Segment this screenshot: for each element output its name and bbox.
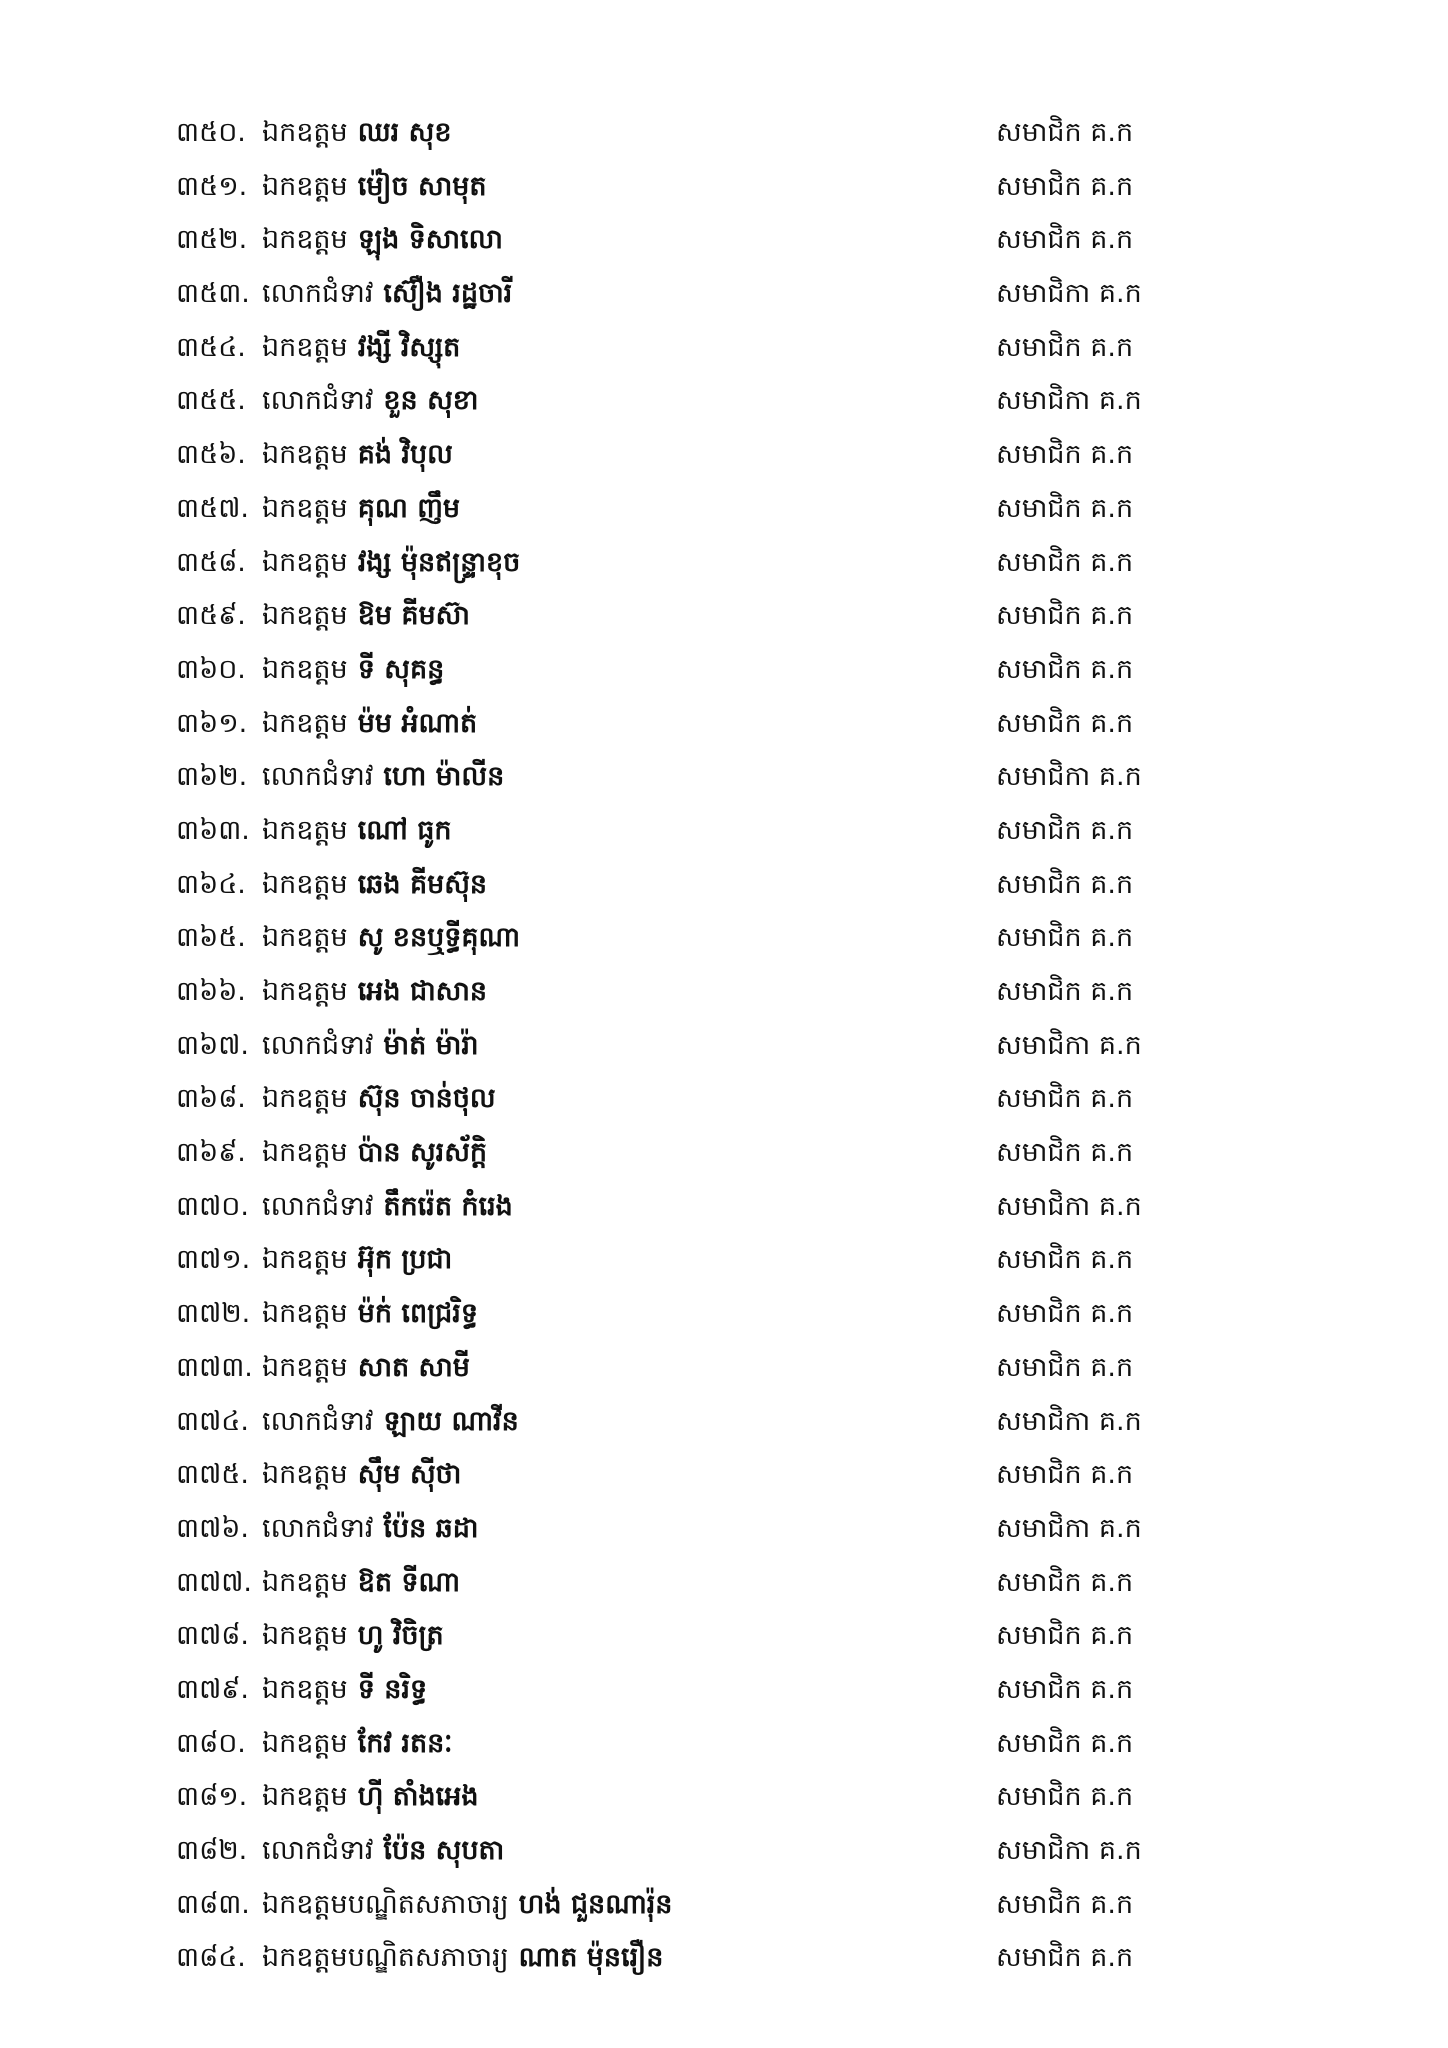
- item-number: ៣៦៦.: [176, 976, 246, 1007]
- member-role: សមាជិក គ.ក: [996, 492, 1134, 524]
- item-number: ៣៥៨.: [176, 546, 246, 578]
- list-item: [176, 971, 1136, 1025]
- member-name: ស៊ឿង រដ្ឋចារី: [383, 278, 513, 310]
- member-role: សមាជិក គ.ក: [996, 922, 1134, 954]
- member-name: ឱម គីមស៊ា: [357, 600, 470, 632]
- member-role: សមាជិក គ.ក: [996, 600, 1134, 632]
- member-role: សមាជិក គ.ក: [996, 1620, 1134, 1652]
- member-name: គុណ ញឹម: [357, 492, 461, 524]
- member-name: សូ ខនឬទ្ធីគុណា: [357, 922, 521, 954]
- list-item: [176, 1347, 1136, 1401]
- member-role: សមាជិក គ.ក: [996, 170, 1134, 202]
- item-number: ៣៧៣.: [176, 1351, 253, 1383]
- list-item: [176, 649, 1136, 703]
- list-item: [176, 595, 1136, 649]
- title-text: ឯកឧត្តម: [262, 1298, 348, 1330]
- member-name: អ៊ុក ប្រជា: [357, 1244, 453, 1276]
- member-name: តឹករ៉េត កំរេង: [383, 1190, 513, 1222]
- item-number: ៣៧២.: [176, 1298, 251, 1330]
- member-name: អេង ជាសាន: [357, 976, 488, 1007]
- item-number: ៣៦០.: [176, 653, 246, 685]
- member-name: ខួន សុខា: [383, 385, 479, 417]
- list-item: [176, 1293, 1136, 1347]
- item-number: ៣៦៩.: [176, 1137, 246, 1169]
- title-text: ឯកឧត្តម: [262, 600, 348, 632]
- honorific-title: [262, 1025, 479, 1067]
- list-item: [176, 1615, 1136, 1669]
- honorific-title: [262, 756, 504, 798]
- list-item: [176, 1454, 1136, 1508]
- member-name: សាត សាមី: [357, 1351, 470, 1383]
- member-name: វង្សី វិស្សុត: [357, 331, 461, 363]
- title-text: ឯកឧត្តម: [262, 1620, 348, 1652]
- member-role: សមាជិក គ.ក: [996, 1351, 1134, 1383]
- honorific-title: [262, 864, 487, 906]
- list-item: [176, 917, 1136, 971]
- honorific-title: [262, 810, 451, 852]
- title-text: ឯកឧត្តម: [262, 492, 348, 524]
- title-text: ឯកឧត្តម: [262, 224, 348, 256]
- title-text: លោកជំទាវ: [262, 761, 374, 793]
- member-name: ណៅ ធូក: [357, 814, 452, 846]
- title-text: ឯកឧត្តម: [262, 707, 348, 739]
- member-role: សមាជិក គ.ក: [996, 868, 1134, 900]
- member-name: ទី នរិទ្ធ: [357, 1673, 428, 1705]
- item-number: ៣៧៦.: [176, 1512, 249, 1544]
- title-text: ឯកឧត្តម: [262, 868, 348, 900]
- title-text: ឯកឧត្តម: [262, 1137, 348, 1169]
- member-name: ឆេង គីមស៊ុន: [357, 868, 488, 900]
- member-name: ហោ ម៉ាលីន: [383, 761, 505, 793]
- member-role: សមាជិក គ.ក: [996, 707, 1134, 739]
- item-number: ៣៥៩.: [176, 600, 246, 632]
- honorific-title: [262, 1776, 479, 1818]
- list-item: [176, 166, 1136, 220]
- member-name: ណាត ម៉ុនរឿន: [518, 1942, 664, 1974]
- honorific-title: [262, 1401, 519, 1443]
- honorific-title: [262, 219, 503, 261]
- member-role: សមាជិក គ.ក: [996, 1137, 1134, 1169]
- member-role: សមាជិក គ.ក: [996, 1459, 1134, 1491]
- title-text: ឯកឧត្តម: [262, 922, 348, 954]
- title-text: ឯកឧត្តម: [262, 170, 348, 202]
- item-number: ៣៥០.: [176, 117, 246, 148]
- honorific-title: [262, 542, 520, 584]
- list-item: [176, 327, 1136, 381]
- member-role: សមាជិក គ.ក: [996, 1083, 1134, 1115]
- honorific-title: [262, 1669, 427, 1711]
- item-number: ៣៧៤.: [176, 1405, 249, 1437]
- item-number: ៣៦៥.: [176, 922, 246, 954]
- title-text: ឯកឧត្តមបណ្ឌិតសភាចារ្យ: [262, 1942, 509, 1974]
- honorific-title: [262, 488, 460, 530]
- honorific-title: [262, 1239, 452, 1281]
- title-text: ឯកឧត្តមបណ្ឌិតសភាចារ្យ: [262, 1888, 509, 1920]
- member-role: សមាជិក គ.ក: [996, 1942, 1134, 1974]
- list-item: [176, 1508, 1142, 1562]
- honorific-title: [262, 166, 487, 208]
- list-item: [176, 542, 1136, 596]
- title-text: លោកជំទាវ: [262, 1029, 374, 1061]
- member-role: សមាជិក គ.ក: [996, 1888, 1134, 1920]
- title-text: លោកជំទាវ: [262, 1190, 374, 1222]
- honorific-title: [262, 1132, 487, 1174]
- member-role: សមាជិក គ.ក: [996, 1673, 1134, 1705]
- member-role: សមាជិក គ.ក: [996, 1727, 1134, 1759]
- item-number: ៣៧១.: [176, 1244, 251, 1276]
- list-item: [176, 1132, 1136, 1186]
- item-number: ៣៦៣.: [176, 814, 250, 846]
- list-item: [176, 488, 1136, 542]
- member-role: សមាជិក គ.ក: [996, 439, 1134, 471]
- member-name: ហ៊ី តាំងអេង: [357, 1781, 479, 1813]
- list-item: [176, 1239, 1136, 1293]
- member-name: ប៉ាន សូរស័ក្តិ: [357, 1137, 488, 1169]
- member-role: សមាជិកា គ.ក: [996, 1835, 1142, 1866]
- honorific-title: [262, 971, 487, 1013]
- member-role: សមាជិកា គ.ក: [996, 1190, 1142, 1222]
- list-item: [176, 1937, 1136, 1991]
- honorific-title: [262, 1293, 478, 1335]
- member-name: ម៉ក់ ពេជ្ររិទ្ធ: [357, 1298, 478, 1330]
- title-text: ឯកឧត្តម: [262, 814, 348, 846]
- member-name: ហូ វិចិត្រ: [357, 1620, 444, 1652]
- list-item: [176, 1562, 1136, 1616]
- member-role: សមាជិកា គ.ក: [996, 1405, 1142, 1437]
- item-number: ៣៧៩.: [176, 1673, 249, 1705]
- title-text: ឯកឧត្តម: [262, 439, 348, 471]
- member-name: វង្ស ម៉ុនឥន្ទ្រាខុច: [357, 546, 521, 578]
- item-number: ៣៦៨.: [176, 1083, 246, 1115]
- member-role: សមាជិក គ.ក: [996, 1244, 1134, 1276]
- member-name: ឡាយ ណាវីន: [383, 1405, 519, 1437]
- title-text: ឯកឧត្តម: [262, 331, 348, 363]
- honorific-title: [262, 917, 520, 959]
- list-item: [176, 1776, 1136, 1830]
- title-text: លោកជំទាវ: [262, 278, 374, 310]
- item-number: ៣៥៦.: [176, 439, 246, 471]
- honorific-title: [262, 112, 451, 154]
- item-number: ៣៦៧.: [176, 1029, 249, 1061]
- member-role: សមាជិក គ.ក: [996, 814, 1134, 846]
- member-role: សមាជិក គ.ក: [996, 1566, 1134, 1598]
- title-text: ឯកឧត្តម: [262, 653, 348, 685]
- title-text: ឯកឧត្តម: [262, 1781, 348, 1813]
- item-number: ៣៨២.: [176, 1835, 248, 1866]
- honorific-title: [262, 1830, 504, 1872]
- member-role: សមាជិកា គ.ក: [996, 761, 1142, 793]
- honorific-title: [262, 380, 479, 422]
- item-number: ៣៥៤.: [176, 331, 246, 363]
- honorific-title: [262, 649, 444, 691]
- list-item: [176, 1078, 1136, 1132]
- member-name: ប៉ែន ឆដា: [383, 1512, 479, 1544]
- title-text: ឯកឧត្តម: [262, 546, 348, 578]
- item-number: ៣៦៤.: [176, 868, 246, 900]
- list-item: [176, 864, 1136, 918]
- list-item: [176, 1884, 1136, 1938]
- honorific-title: [262, 1347, 470, 1389]
- item-number: ៣៨៣.: [176, 1888, 250, 1920]
- list-item: [176, 112, 1136, 166]
- list-item: [176, 1401, 1142, 1455]
- list-item: [176, 1723, 1136, 1777]
- member-role: សមាជិកា គ.ក: [996, 1512, 1142, 1544]
- member-role: សមាជិក គ.ក: [996, 224, 1134, 256]
- title-text: លោកជំទាវ: [262, 1835, 374, 1866]
- member-name: ហង់ ជួនណារ៉ុន: [518, 1888, 673, 1920]
- honorific-title: [262, 327, 460, 369]
- item-number: ៣៥១.: [176, 170, 248, 202]
- title-text: លោកជំទាវ: [262, 385, 374, 417]
- member-name: ឱត ទីណា: [357, 1566, 461, 1598]
- member-name: ឡុង ទិសាលោ: [357, 224, 503, 256]
- list-item: [176, 434, 1136, 488]
- member-name: ទី សុគន្ធ: [357, 653, 445, 685]
- title-text: ឯកឧត្តម: [262, 1566, 348, 1598]
- title-text: ឯកឧត្តម: [262, 976, 348, 1007]
- honorific-title: [262, 434, 453, 476]
- title-text: ឯកឧត្តម: [262, 1083, 348, 1115]
- honorific-title: [262, 1186, 513, 1228]
- list-item: [176, 810, 1136, 864]
- member-name: ប៉ែន សុបតា: [383, 1835, 505, 1866]
- honorific-title: [262, 595, 470, 637]
- honorific-title: [262, 1937, 663, 1979]
- list-item: [176, 380, 1142, 434]
- item-number: ៣៦២.: [176, 761, 248, 793]
- honorific-title: [262, 1454, 461, 1496]
- member-role: សមាជិក គ.ក: [996, 653, 1134, 685]
- list-item: [176, 1669, 1136, 1723]
- member-name: ម៉ាត់ ម៉ារ៉ា: [383, 1029, 479, 1061]
- item-number: ៣៨៤.: [176, 1942, 246, 1974]
- item-number: ៣៧៧.: [176, 1566, 252, 1598]
- member-list: [176, 112, 1142, 1991]
- member-role: សមាជិក គ.ក: [996, 1298, 1134, 1330]
- item-number: ៣៧៨.: [176, 1620, 249, 1652]
- item-number: ៣៨០.: [176, 1727, 246, 1759]
- member-role: សមាជិក គ.ក: [996, 976, 1134, 1007]
- member-role: សមាជិកា គ.ក: [996, 385, 1142, 417]
- honorific-title: [262, 273, 512, 315]
- title-text: លោកជំទាវ: [262, 1405, 374, 1437]
- member-name: ឈរ សុខ: [357, 117, 452, 148]
- item-number: ៣៧៥.: [176, 1459, 249, 1491]
- member-name: គង់ វិបុល: [357, 439, 453, 471]
- list-item: [176, 273, 1142, 327]
- member-role: សមាជិកា គ.ក: [996, 1029, 1142, 1061]
- member-role: សមាជិក គ.ក: [996, 331, 1134, 363]
- honorific-title: [262, 1562, 460, 1604]
- member-name: កែវ រតនៈ: [357, 1727, 453, 1759]
- title-text: ឯកឧត្តម: [262, 1727, 348, 1759]
- honorific-title: [262, 1884, 672, 1926]
- list-item: [176, 703, 1136, 757]
- title-text: ឯកឧត្តម: [262, 1351, 348, 1383]
- list-item: [176, 1830, 1142, 1884]
- item-number: ៣៥៧.: [176, 492, 249, 524]
- list-item: [176, 1025, 1142, 1079]
- list-item: [176, 219, 1136, 273]
- list-item: [176, 756, 1142, 810]
- item-number: ៣៥៥.: [176, 385, 246, 417]
- member-role: សមាជិក គ.ក: [996, 546, 1134, 578]
- member-role: សមាជិក គ.ក: [996, 1781, 1134, 1813]
- item-number: ៣៦១.: [176, 707, 248, 739]
- title-text: ឯកឧត្តម: [262, 1244, 348, 1276]
- title-text: លោកជំទាវ: [262, 1512, 374, 1544]
- member-name: ម៉ម អំណាត់: [357, 707, 478, 739]
- member-role: សមាជិកា គ.ក: [996, 278, 1142, 310]
- member-name: ស៊ុន ចាន់ថុល: [357, 1083, 496, 1115]
- item-number: ៣៧០.: [176, 1190, 249, 1222]
- list-item: [176, 1186, 1142, 1240]
- title-text: ឯកឧត្តម: [262, 117, 348, 148]
- honorific-title: [262, 1508, 479, 1550]
- item-number: ៣៨១.: [176, 1781, 248, 1813]
- member-role: សមាជិក គ.ក: [996, 117, 1134, 148]
- item-number: ៣៥២.: [176, 224, 248, 256]
- item-number: ៣៥៣.: [176, 278, 250, 310]
- title-text: ឯកឧត្តម: [262, 1673, 348, 1705]
- honorific-title: [262, 703, 477, 745]
- member-name: ស៊ឹម ស៊ីថា: [357, 1459, 462, 1491]
- honorific-title: [262, 1078, 496, 1120]
- honorific-title: [262, 1723, 452, 1765]
- title-text: ឯកឧត្តម: [262, 1459, 348, 1491]
- member-name: ម៉ៀច សាមុត: [357, 170, 487, 202]
- honorific-title: [262, 1615, 444, 1657]
